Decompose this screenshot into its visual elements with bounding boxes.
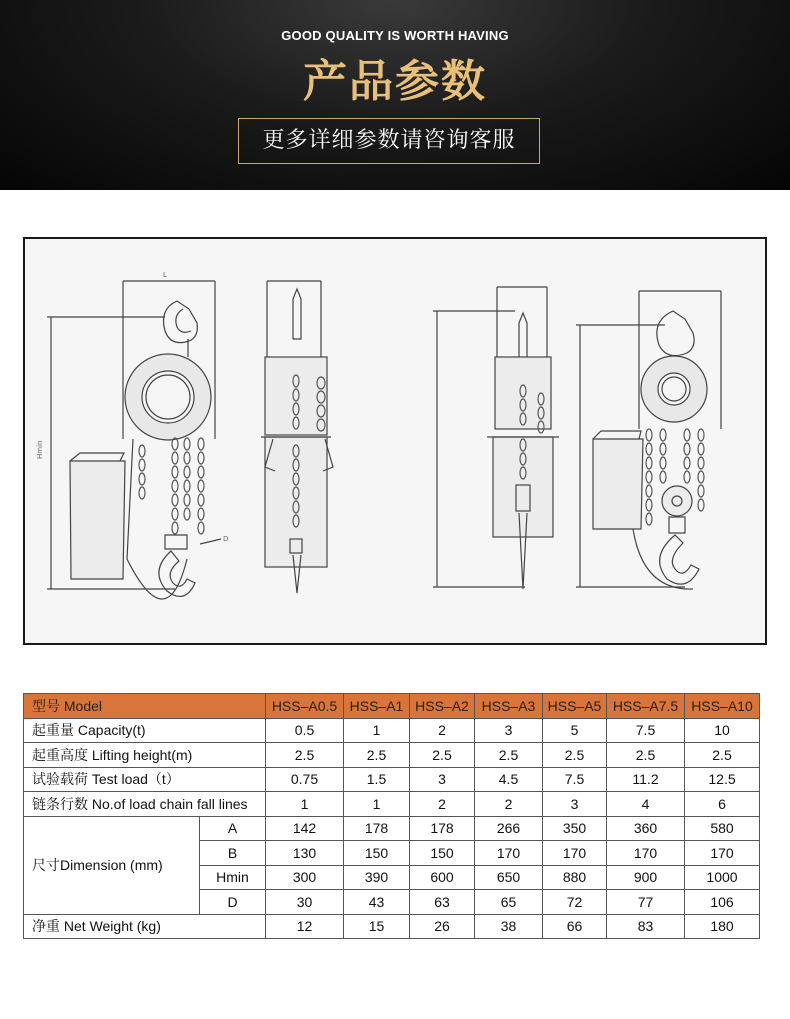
row-label: 起重量 Capacity(t)	[24, 718, 266, 743]
row-label: 试验载荷 Test load（t）	[24, 767, 266, 792]
dimension-sub-label: Hmin	[200, 865, 266, 890]
value-cell: 15	[344, 914, 410, 939]
value-cell: 2.5	[344, 743, 410, 768]
dim-label-l: L	[163, 271, 167, 279]
value-cell: 360	[607, 816, 685, 841]
value-cell: 2	[475, 792, 543, 817]
table-row	[24, 767, 760, 792]
header-model-cell: HSS–A3	[475, 694, 543, 719]
hoist-side-small	[261, 281, 333, 593]
value-cell: 38	[475, 914, 543, 939]
value-cell: 63	[410, 890, 475, 915]
value-cell: 2.5	[266, 743, 344, 768]
value-cell: 1.5	[344, 767, 410, 792]
dimension-sub-label: A	[200, 816, 266, 841]
technical-drawing	[23, 237, 767, 645]
value-cell: 83	[607, 914, 685, 939]
value-cell: 2.5	[410, 743, 475, 768]
table-row	[24, 743, 760, 768]
spec-table	[23, 693, 760, 939]
value-cell: 0.75	[266, 767, 344, 792]
value-cell: 10	[685, 718, 760, 743]
value-cell: 5	[543, 718, 607, 743]
value-cell: 390	[344, 865, 410, 890]
value-cell: 7.5	[543, 767, 607, 792]
value-cell: 178	[410, 816, 475, 841]
spec-table-body	[24, 694, 760, 939]
table-row-weight	[24, 914, 760, 939]
value-cell: 170	[685, 841, 760, 866]
header-banner	[0, 0, 790, 190]
table-row-dimension	[24, 816, 760, 841]
value-cell: 900	[607, 865, 685, 890]
value-cell: 178	[344, 816, 410, 841]
value-cell: 1	[266, 792, 344, 817]
value-cell: 3	[475, 718, 543, 743]
value-cell: 65	[475, 890, 543, 915]
value-cell: 1	[344, 792, 410, 817]
row-label: 链条行数 No.of load chain fall lines	[24, 792, 266, 817]
table-row	[24, 718, 760, 743]
value-cell: 66	[543, 914, 607, 939]
value-cell: 580	[685, 816, 760, 841]
banner-title: 产品参数	[303, 56, 487, 107]
value-cell: 106	[685, 890, 760, 915]
hoist-side-large	[433, 287, 559, 589]
header-model-cell: HSS–A7.5	[607, 694, 685, 719]
value-cell: 12	[266, 914, 344, 939]
row-label: 起重高度 Lifting height(m)	[24, 743, 266, 768]
dim-label-hmin: Hmin	[36, 440, 44, 459]
value-cell: 150	[410, 841, 475, 866]
value-cell: 26	[410, 914, 475, 939]
value-cell: 600	[410, 865, 475, 890]
value-cell: 2.5	[685, 743, 760, 768]
value-cell: 11.2	[607, 767, 685, 792]
header-model-cell: HSS–A1	[344, 694, 410, 719]
table-header-row	[24, 694, 760, 719]
value-cell: 142	[266, 816, 344, 841]
value-cell: 2.5	[475, 743, 543, 768]
header-model-cell: HSS–A10	[685, 694, 760, 719]
value-cell: 43	[344, 890, 410, 915]
value-cell: 3	[543, 792, 607, 817]
header-model-label: 型号 Model	[24, 694, 266, 719]
header-model-cell: HSS–A5	[543, 694, 607, 719]
banner-subtitle: GOOD QUALITY IS WORTH HAVING	[281, 28, 509, 43]
value-cell: 2.5	[543, 743, 607, 768]
dimension-sub-label: B	[200, 841, 266, 866]
dimension-label: 尺寸Dimension (mm)	[24, 816, 200, 914]
value-cell: 6	[685, 792, 760, 817]
dim-label-d: D	[223, 535, 229, 543]
hoist-drawings	[25, 239, 765, 643]
value-cell: 77	[607, 890, 685, 915]
dimension-sub-label: D	[200, 890, 266, 915]
value-cell: 0.5	[266, 718, 344, 743]
hoist-front-small	[36, 271, 228, 599]
value-cell: 150	[344, 841, 410, 866]
value-cell: 170	[607, 841, 685, 866]
banner-note: 更多详细参数请咨询客服	[238, 118, 540, 164]
value-cell: 266	[475, 816, 543, 841]
value-cell: 880	[543, 865, 607, 890]
value-cell: 1000	[685, 865, 760, 890]
row-label: 净重 Net Weight (kg)	[24, 914, 266, 939]
header-model-cell: HSS–A2	[410, 694, 475, 719]
value-cell: 4.5	[475, 767, 543, 792]
hoist-front-large	[576, 291, 721, 589]
header-model-cell: HSS–A0.5	[266, 694, 344, 719]
value-cell: 7.5	[607, 718, 685, 743]
value-cell: 300	[266, 865, 344, 890]
value-cell: 30	[266, 890, 344, 915]
value-cell: 3	[410, 767, 475, 792]
value-cell: 650	[475, 865, 543, 890]
value-cell: 4	[607, 792, 685, 817]
value-cell: 170	[475, 841, 543, 866]
value-cell: 350	[543, 816, 607, 841]
value-cell: 2	[410, 718, 475, 743]
value-cell: 2.5	[607, 743, 685, 768]
table-row	[24, 792, 760, 817]
value-cell: 180	[685, 914, 760, 939]
value-cell: 2	[410, 792, 475, 817]
value-cell: 72	[543, 890, 607, 915]
value-cell: 12.5	[685, 767, 760, 792]
value-cell: 130	[266, 841, 344, 866]
value-cell: 1	[344, 718, 410, 743]
value-cell: 170	[543, 841, 607, 866]
